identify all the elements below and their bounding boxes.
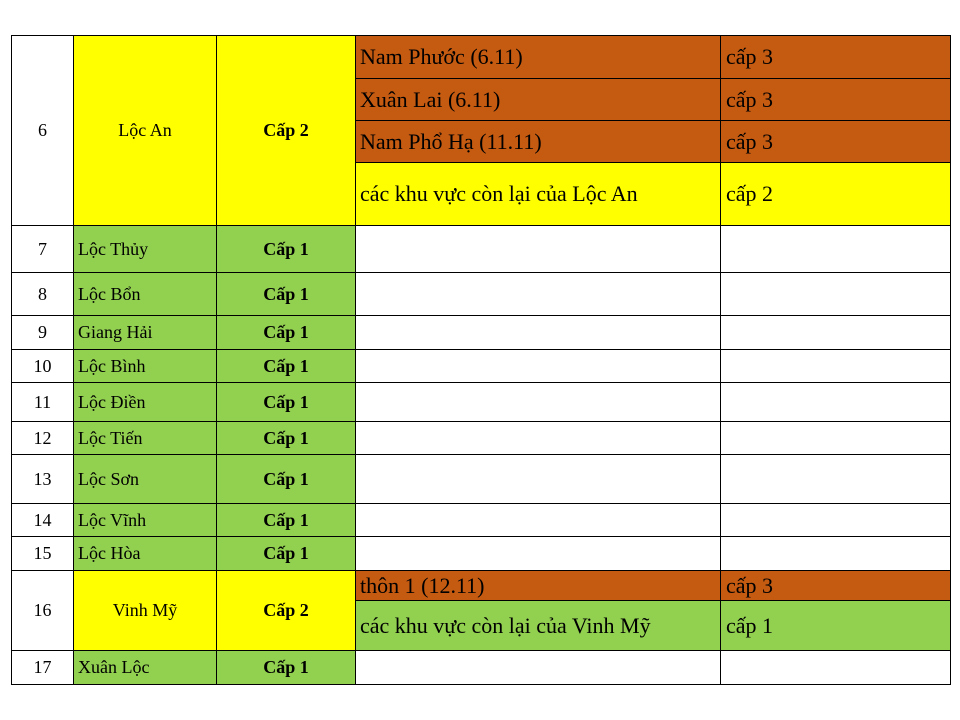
zone-label-empty — [356, 422, 721, 455]
row-number: 12 — [12, 422, 74, 455]
commune-name: Lộc Điền — [74, 383, 217, 422]
table-row — [12, 273, 951, 316]
table-row — [12, 571, 951, 601]
covid-level-table — [11, 35, 951, 685]
table-row — [12, 226, 951, 273]
zone-level-empty — [721, 316, 951, 350]
commune-level: Cấp 1 — [217, 350, 356, 383]
row-number: 16 — [12, 571, 74, 651]
table-row — [12, 350, 951, 383]
zone-level-empty — [721, 273, 951, 316]
commune-name: Lộc Bình — [74, 350, 217, 383]
commune-level: Cấp 1 — [217, 504, 356, 537]
zone-label-empty — [356, 273, 721, 316]
table-row — [12, 504, 951, 537]
zone-label: Nam Phổ Hạ (11.11) — [356, 121, 721, 163]
zone-level: cấp 1 — [721, 601, 951, 651]
commune-level: Cấp 1 — [217, 651, 356, 685]
commune-level: Cấp 1 — [217, 316, 356, 350]
zone-label-empty — [356, 504, 721, 537]
commune-name: Vinh Mỹ — [74, 571, 217, 651]
row-number: 6 — [12, 36, 74, 226]
row-number: 7 — [12, 226, 74, 273]
table-row — [12, 383, 951, 422]
commune-level: Cấp 2 — [217, 36, 356, 226]
zone-level-empty — [721, 455, 951, 504]
zone-label: Nam Phước (6.11) — [356, 36, 721, 79]
zone-level-empty — [721, 226, 951, 273]
row-number: 17 — [12, 651, 74, 685]
commune-level: Cấp 1 — [217, 537, 356, 571]
zone-label-empty — [356, 455, 721, 504]
commune-name: Lộc Bổn — [74, 273, 217, 316]
commune-level: Cấp 1 — [217, 383, 356, 422]
row-number: 8 — [12, 273, 74, 316]
zone-label-empty — [356, 651, 721, 685]
zone-label-empty — [356, 537, 721, 571]
table-row — [12, 537, 951, 571]
commune-level: Cấp 1 — [217, 273, 356, 316]
row-number: 15 — [12, 537, 74, 571]
commune-name: Lộc Vĩnh — [74, 504, 217, 537]
commune-name: Xuân Lộc — [74, 651, 217, 685]
zone-level-empty — [721, 504, 951, 537]
zone-label-empty — [356, 226, 721, 273]
zone-label-empty — [356, 350, 721, 383]
zone-label: Xuân Lai (6.11) — [356, 79, 721, 121]
commune-level: Cấp 1 — [217, 226, 356, 273]
table-row — [12, 455, 951, 504]
commune-name: Giang Hải — [74, 316, 217, 350]
table-row — [12, 651, 951, 685]
zone-level: cấp 3 — [721, 79, 951, 121]
zone-label: các khu vực còn lại của Lộc An — [356, 163, 721, 226]
row-number: 9 — [12, 316, 74, 350]
zone-level-empty — [721, 537, 951, 571]
row-number: 10 — [12, 350, 74, 383]
commune-name: Lộc Hòa — [74, 537, 217, 571]
zone-level-empty — [721, 350, 951, 383]
commune-name: Lộc An — [74, 36, 217, 226]
row-number: 11 — [12, 383, 74, 422]
table-row — [12, 422, 951, 455]
zone-label-empty — [356, 383, 721, 422]
zone-level: cấp 3 — [721, 36, 951, 79]
commune-name: Lộc Thủy — [74, 226, 217, 273]
commune-name: Lộc Sơn — [74, 455, 217, 504]
zone-level: cấp 2 — [721, 163, 951, 226]
commune-name: Lộc Tiến — [74, 422, 217, 455]
zone-level: cấp 3 — [721, 571, 951, 601]
commune-level: Cấp 1 — [217, 455, 356, 504]
zone-level: cấp 3 — [721, 121, 951, 163]
zone-level-empty — [721, 383, 951, 422]
commune-level: Cấp 2 — [217, 571, 356, 651]
row-number: 14 — [12, 504, 74, 537]
zone-level-empty — [721, 651, 951, 685]
zone-level-empty — [721, 422, 951, 455]
table-row — [12, 36, 951, 79]
table-row — [12, 316, 951, 350]
commune-level: Cấp 1 — [217, 422, 356, 455]
zone-label: thôn 1 (12.11) — [356, 571, 721, 601]
row-number: 13 — [12, 455, 74, 504]
zone-label-empty — [356, 316, 721, 350]
zone-label: các khu vực còn lại của Vinh Mỹ — [356, 601, 721, 651]
